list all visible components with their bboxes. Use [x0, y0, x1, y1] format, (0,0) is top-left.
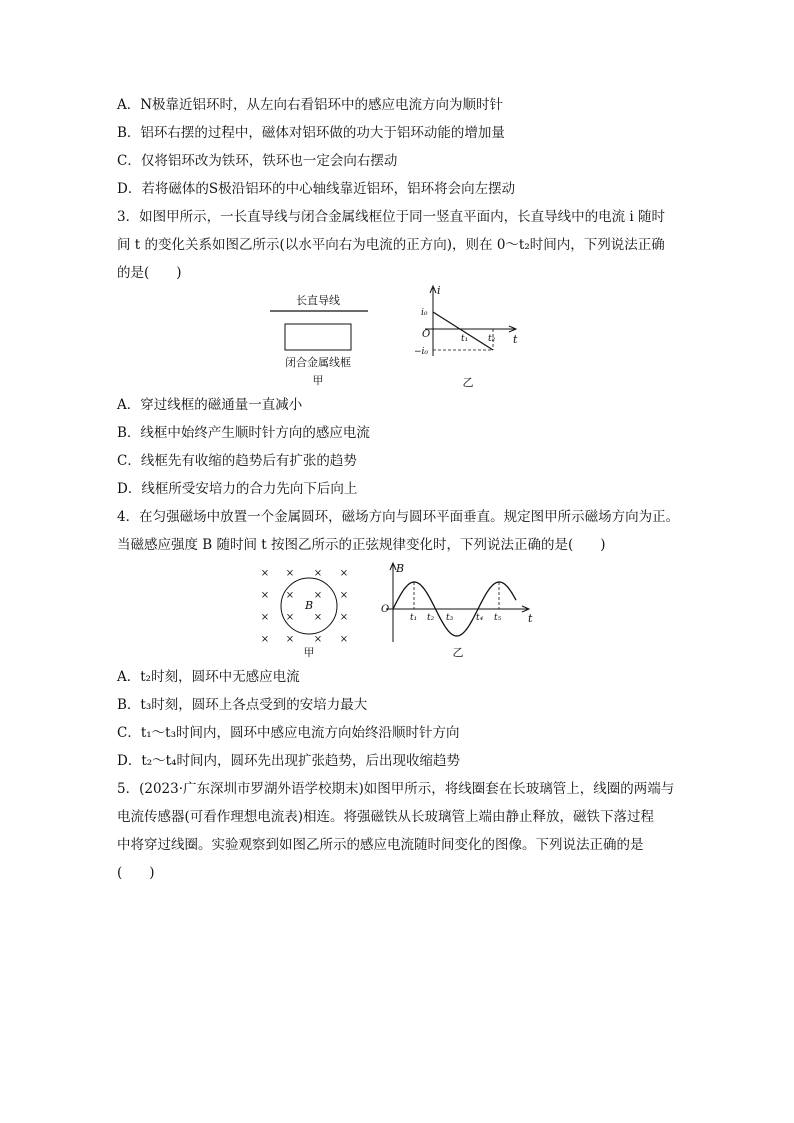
y-axis-label: i	[437, 284, 441, 297]
q3-option-b: B．线框中始终产生顺时针方向的感应电流	[117, 425, 370, 441]
field-cross: ×	[339, 568, 349, 579]
figure-caption: 甲	[303, 646, 315, 659]
field-cross: ×	[285, 612, 295, 623]
field-cross: ×	[285, 568, 295, 579]
x-axis-label: t	[513, 333, 518, 346]
q4-option-b: B．t₃时刻，圆环上各点受到的安培力最大	[117, 697, 368, 713]
figure-caption: 乙	[452, 646, 464, 659]
q4-stem-line-2: 当磁感应强度 B 随时间 t 按图乙所示的正弦规律变化时，下列说法正确的是( )	[117, 537, 606, 553]
field-label: B	[304, 599, 314, 612]
q3-stem-line-2: 间 t 的变化关系如图乙所示(以水平向右为电流的正方向)，则在 0～t₂时间内，下列说法正确	[117, 237, 665, 253]
field-cross: ×	[260, 568, 270, 579]
field-cross: ×	[313, 612, 323, 623]
frame-label: 闭合金属线框	[285, 356, 351, 369]
field-cross: ×	[313, 568, 323, 579]
t2-label: t₂	[427, 613, 435, 623]
field-cross: ×	[260, 634, 270, 645]
q5-stem-line-4: ( )	[117, 865, 155, 881]
origin-label: O	[422, 329, 431, 340]
q2-option-d: D．若将磁体的S极沿铝环的中心轴线靠近铝环，铝环将会向左摆动	[117, 181, 516, 197]
q4-figure-jia	[256, 564, 356, 664]
t2-label: t₂	[488, 334, 496, 344]
field-cross: ×	[339, 634, 349, 645]
q3-figure-jia	[268, 290, 378, 390]
x-axis-label: t	[528, 612, 533, 625]
q4-stem-line-1: 4．在匀强磁场中放置一个金属圆环，磁场方向与圆环平面垂直。规定图甲所示磁场方向为正。	[117, 509, 680, 525]
field-cross: ×	[339, 612, 349, 623]
t1-label: t₁	[410, 613, 418, 623]
field-cross: ×	[285, 590, 295, 601]
t4-label: t₄	[476, 613, 484, 623]
q3-stem-line-3: 的是( )	[117, 265, 182, 281]
current-line	[433, 312, 493, 350]
i0-label: i₀	[421, 308, 428, 318]
q5-stem-line-3: 中将穿过线圈。实验观察到如图乙所示的感应电流随时间变化的图像。下列说法正确的是	[117, 837, 644, 853]
q2-option-c: C．仅将铝环改为铁环，铁环也一定会向右摆动	[117, 153, 398, 169]
q2-option-b: B．铝环右摆的过程中，磁体对铝环做的功大于铝环动能的增加量	[117, 125, 505, 141]
q4-option-a: A．t₂时刻，圆环中无感应电流	[117, 669, 300, 685]
t3-label: t₃	[446, 613, 454, 623]
origin-label: O	[381, 604, 390, 615]
q2-option-a: A．N极靠近铝环时，从左向右看铝环中的感应电流方向为顺时针	[117, 97, 504, 113]
q4-option-d: D．t₂～t₄时间内，圆环先出现扩张趋势，后出现收缩趋势	[117, 753, 460, 769]
q3-stem-line-1: 3．如图甲所示，一长直导线与闭合金属线框位于同一竖直平面内，长直导线中的电流 i 随时	[117, 209, 665, 225]
field-cross: ×	[339, 590, 349, 601]
q4-figure-yi	[376, 560, 536, 660]
q5-stem-line-2: 电流传感器(可看作理想电流表)相连。将强磁铁从长玻璃管上端由静止释放，磁铁下落过程	[117, 809, 655, 825]
field-cross: ×	[260, 590, 270, 601]
q3-option-c: C．线框先有收缩的趋势后有扩张的趋势	[117, 453, 357, 469]
q3-figure-yi	[405, 284, 525, 392]
t5-label: t₅	[494, 613, 502, 623]
neg-i0-label: −i₀	[414, 347, 429, 357]
q5-stem-line-1: 5．(2023·广东深圳市罗湖外语学校期末)如图甲所示，将线圈套在长玻璃管上，线圈的两端与	[117, 781, 675, 797]
metal-frame	[285, 324, 351, 350]
q3-option-a: A．穿过线框的磁通量一直减小	[117, 397, 303, 413]
field-cross: ×	[285, 634, 295, 645]
t1-label: t₁	[461, 334, 469, 344]
wire-label: 长直导线	[296, 294, 340, 307]
field-cross: ×	[313, 590, 323, 601]
figure-caption: 乙	[462, 376, 474, 389]
y-axis-label: B	[396, 562, 405, 575]
field-cross: ×	[260, 612, 270, 623]
figure-caption: 甲	[312, 374, 324, 387]
q4-option-c: C．t₁～t₃时间内，圆环中感应电流方向始终沿顺时针方向	[117, 725, 460, 741]
q3-option-d: D．线框所受安培力的合力先向下后向上	[117, 481, 358, 497]
field-cross: ×	[313, 634, 323, 645]
